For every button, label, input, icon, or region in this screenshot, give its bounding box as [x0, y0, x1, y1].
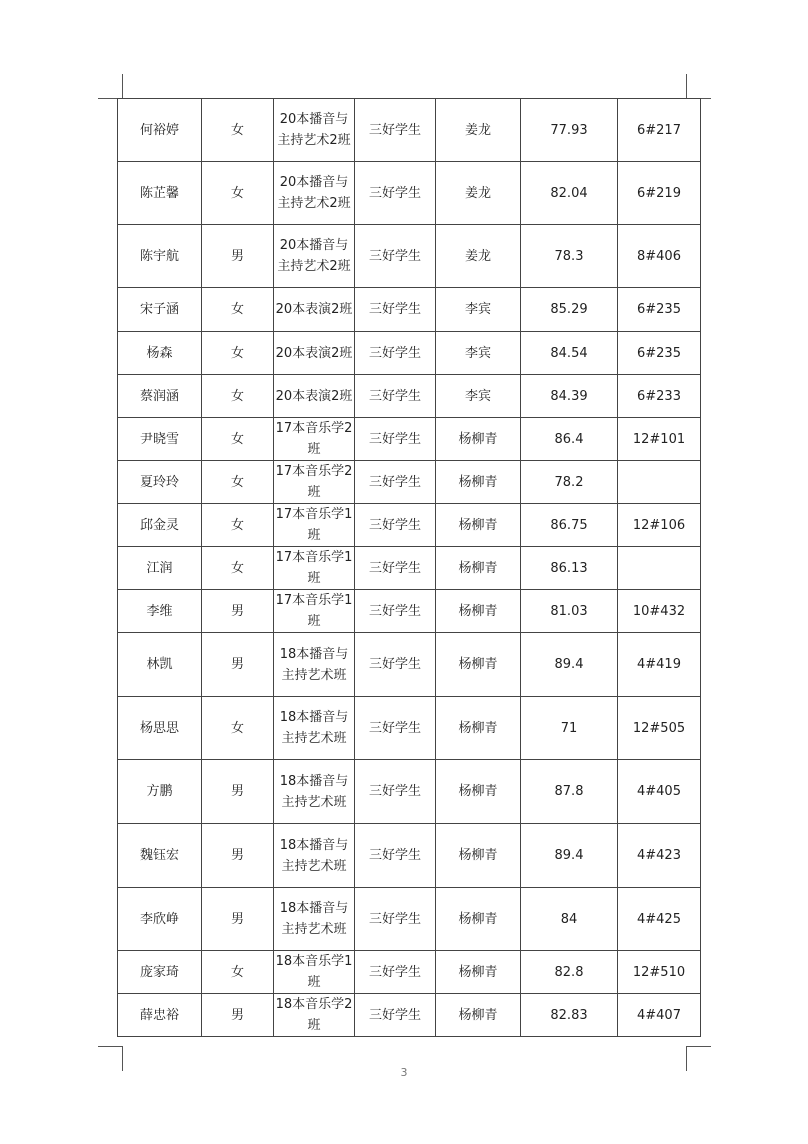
- award-cell: 三好学生: [355, 888, 436, 951]
- student-name-cell: 宋子涵: [118, 288, 202, 332]
- dorm-room-cell: 6#233: [618, 375, 701, 418]
- class-cell: 20本播音与主持艺术2班: [274, 162, 355, 225]
- score-cell: 89.4: [521, 633, 618, 697]
- award-cell: 三好学生: [355, 461, 436, 504]
- gender-cell: 女: [202, 288, 274, 332]
- dorm-room-cell: 6#219: [618, 162, 701, 225]
- table-row: [118, 547, 701, 590]
- award-cell: 三好学生: [355, 288, 436, 332]
- dorm-room-cell: 12#106: [618, 504, 701, 547]
- dorm-room-cell: 4#423: [618, 824, 701, 888]
- class-cell: 17本音乐学1班: [274, 547, 355, 590]
- table-row: [118, 824, 701, 888]
- table-row: [118, 288, 701, 332]
- award-cell: 三好学生: [355, 332, 436, 375]
- class-cell: 20本表演2班: [274, 332, 355, 375]
- dorm-room-cell: 12#510: [618, 951, 701, 994]
- table-row: [118, 590, 701, 633]
- score-cell: 77.93: [521, 99, 618, 162]
- dorm-room-cell: 4#405: [618, 760, 701, 824]
- student-name-cell: 薛忠裕: [118, 994, 202, 1037]
- award-cell: 三好学生: [355, 547, 436, 590]
- teacher-cell: 李宾: [436, 288, 521, 332]
- score-cell: 84: [521, 888, 618, 951]
- gender-cell: 男: [202, 633, 274, 697]
- table-row: [118, 332, 701, 375]
- award-cell: 三好学生: [355, 590, 436, 633]
- gender-cell: 女: [202, 332, 274, 375]
- table-row: [118, 375, 701, 418]
- teacher-cell: 杨柳青: [436, 590, 521, 633]
- teacher-cell: 杨柳青: [436, 418, 521, 461]
- gender-cell: 男: [202, 225, 274, 288]
- score-cell: 87.8: [521, 760, 618, 824]
- student-name-cell: 尹晓雪: [118, 418, 202, 461]
- score-cell: 85.29: [521, 288, 618, 332]
- crop-mark-top-left: [98, 74, 123, 99]
- gender-cell: 女: [202, 697, 274, 760]
- score-cell: 86.4: [521, 418, 618, 461]
- score-cell: 82.04: [521, 162, 618, 225]
- teacher-cell: 李宾: [436, 375, 521, 418]
- award-cell: 三好学生: [355, 99, 436, 162]
- class-cell: 20本播音与主持艺术2班: [274, 99, 355, 162]
- score-cell: 81.03: [521, 590, 618, 633]
- student-name-cell: 李维: [118, 590, 202, 633]
- gender-cell: 女: [202, 504, 274, 547]
- gender-cell: 男: [202, 888, 274, 951]
- student-name-cell: 陈宇航: [118, 225, 202, 288]
- score-cell: 82.83: [521, 994, 618, 1037]
- class-cell: 18本播音与主持艺术班: [274, 888, 355, 951]
- teacher-cell: 李宾: [436, 332, 521, 375]
- table-row: [118, 888, 701, 951]
- score-cell: 78.3: [521, 225, 618, 288]
- dorm-room-cell: 12#505: [618, 697, 701, 760]
- class-cell: 17本音乐学2班: [274, 461, 355, 504]
- score-cell: 84.39: [521, 375, 618, 418]
- award-cell: 三好学生: [355, 225, 436, 288]
- student-award-table: [117, 98, 701, 1037]
- gender-cell: 女: [202, 162, 274, 225]
- score-cell: 78.2: [521, 461, 618, 504]
- table-row: [118, 633, 701, 697]
- class-cell: 20本表演2班: [274, 288, 355, 332]
- teacher-cell: 杨柳青: [436, 633, 521, 697]
- award-cell: 三好学生: [355, 951, 436, 994]
- class-cell: 17本音乐学1班: [274, 590, 355, 633]
- gender-cell: 女: [202, 547, 274, 590]
- teacher-cell: 杨柳青: [436, 994, 521, 1037]
- student-name-cell: 何裕婷: [118, 99, 202, 162]
- teacher-cell: 杨柳青: [436, 824, 521, 888]
- teacher-cell: 杨柳青: [436, 697, 521, 760]
- award-cell: 三好学生: [355, 760, 436, 824]
- student-name-cell: 杨思思: [118, 697, 202, 760]
- teacher-cell: 杨柳青: [436, 760, 521, 824]
- table-row: [118, 760, 701, 824]
- dorm-room-cell: [618, 461, 701, 504]
- award-cell: 三好学生: [355, 418, 436, 461]
- class-cell: 18本播音与主持艺术班: [274, 697, 355, 760]
- student-name-cell: 邱金灵: [118, 504, 202, 547]
- student-name-cell: 夏玲玲: [118, 461, 202, 504]
- table-row: [118, 951, 701, 994]
- gender-cell: 女: [202, 418, 274, 461]
- student-name-cell: 江润: [118, 547, 202, 590]
- score-cell: 86.75: [521, 504, 618, 547]
- student-name-cell: 杨森: [118, 332, 202, 375]
- table-body: [118, 99, 701, 1037]
- table-row: [118, 994, 701, 1037]
- dorm-room-cell: 10#432: [618, 590, 701, 633]
- teacher-cell: 姜龙: [436, 162, 521, 225]
- student-name-cell: 庞家琦: [118, 951, 202, 994]
- award-cell: 三好学生: [355, 375, 436, 418]
- award-cell: 三好学生: [355, 162, 436, 225]
- dorm-room-cell: [618, 547, 701, 590]
- teacher-cell: 杨柳青: [436, 504, 521, 547]
- award-cell: 三好学生: [355, 824, 436, 888]
- table-row: [118, 697, 701, 760]
- award-cell: 三好学生: [355, 994, 436, 1037]
- table-row: [118, 225, 701, 288]
- class-cell: 18本播音与主持艺术班: [274, 824, 355, 888]
- table-row: [118, 99, 701, 162]
- gender-cell: 男: [202, 994, 274, 1037]
- student-name-cell: 方鹏: [118, 760, 202, 824]
- teacher-cell: 杨柳青: [436, 888, 521, 951]
- dorm-room-cell: 6#235: [618, 288, 701, 332]
- teacher-cell: 姜龙: [436, 99, 521, 162]
- class-cell: 18本播音与主持艺术班: [274, 760, 355, 824]
- crop-mark-top-right: [686, 74, 711, 99]
- class-cell: 18本音乐学1班: [274, 951, 355, 994]
- dorm-room-cell: 6#235: [618, 332, 701, 375]
- teacher-cell: 杨柳青: [436, 461, 521, 504]
- gender-cell: 男: [202, 760, 274, 824]
- score-cell: 71: [521, 697, 618, 760]
- teacher-cell: 杨柳青: [436, 951, 521, 994]
- class-cell: 20本表演2班: [274, 375, 355, 418]
- award-cell: 三好学生: [355, 504, 436, 547]
- dorm-room-cell: 4#419: [618, 633, 701, 697]
- gender-cell: 女: [202, 951, 274, 994]
- score-cell: 89.4: [521, 824, 618, 888]
- gender-cell: 女: [202, 99, 274, 162]
- class-cell: 18本音乐学2班: [274, 994, 355, 1037]
- student-name-cell: 李欣峥: [118, 888, 202, 951]
- table-row: [118, 504, 701, 547]
- score-cell: 82.8: [521, 951, 618, 994]
- award-cell: 三好学生: [355, 697, 436, 760]
- gender-cell: 女: [202, 461, 274, 504]
- table-row: [118, 461, 701, 504]
- student-name-cell: 林凯: [118, 633, 202, 697]
- score-cell: 86.13: [521, 547, 618, 590]
- class-cell: 18本播音与主持艺术班: [274, 633, 355, 697]
- table-row: [118, 418, 701, 461]
- dorm-room-cell: 12#101: [618, 418, 701, 461]
- class-cell: 17本音乐学1班: [274, 504, 355, 547]
- gender-cell: 女: [202, 375, 274, 418]
- student-name-cell: 陈芷馨: [118, 162, 202, 225]
- score-cell: 84.54: [521, 332, 618, 375]
- gender-cell: 男: [202, 824, 274, 888]
- award-cell: 三好学生: [355, 633, 436, 697]
- class-cell: 17本音乐学2班: [274, 418, 355, 461]
- teacher-cell: 杨柳青: [436, 547, 521, 590]
- class-cell: 20本播音与主持艺术2班: [274, 225, 355, 288]
- teacher-cell: 姜龙: [436, 225, 521, 288]
- page-number: 3: [400, 1066, 408, 1079]
- table-row: [118, 162, 701, 225]
- dorm-room-cell: 6#217: [618, 99, 701, 162]
- gender-cell: 男: [202, 590, 274, 633]
- dorm-room-cell: 4#425: [618, 888, 701, 951]
- student-name-cell: 魏钰宏: [118, 824, 202, 888]
- dorm-room-cell: 8#406: [618, 225, 701, 288]
- student-name-cell: 蔡润涵: [118, 375, 202, 418]
- dorm-room-cell: 4#407: [618, 994, 701, 1037]
